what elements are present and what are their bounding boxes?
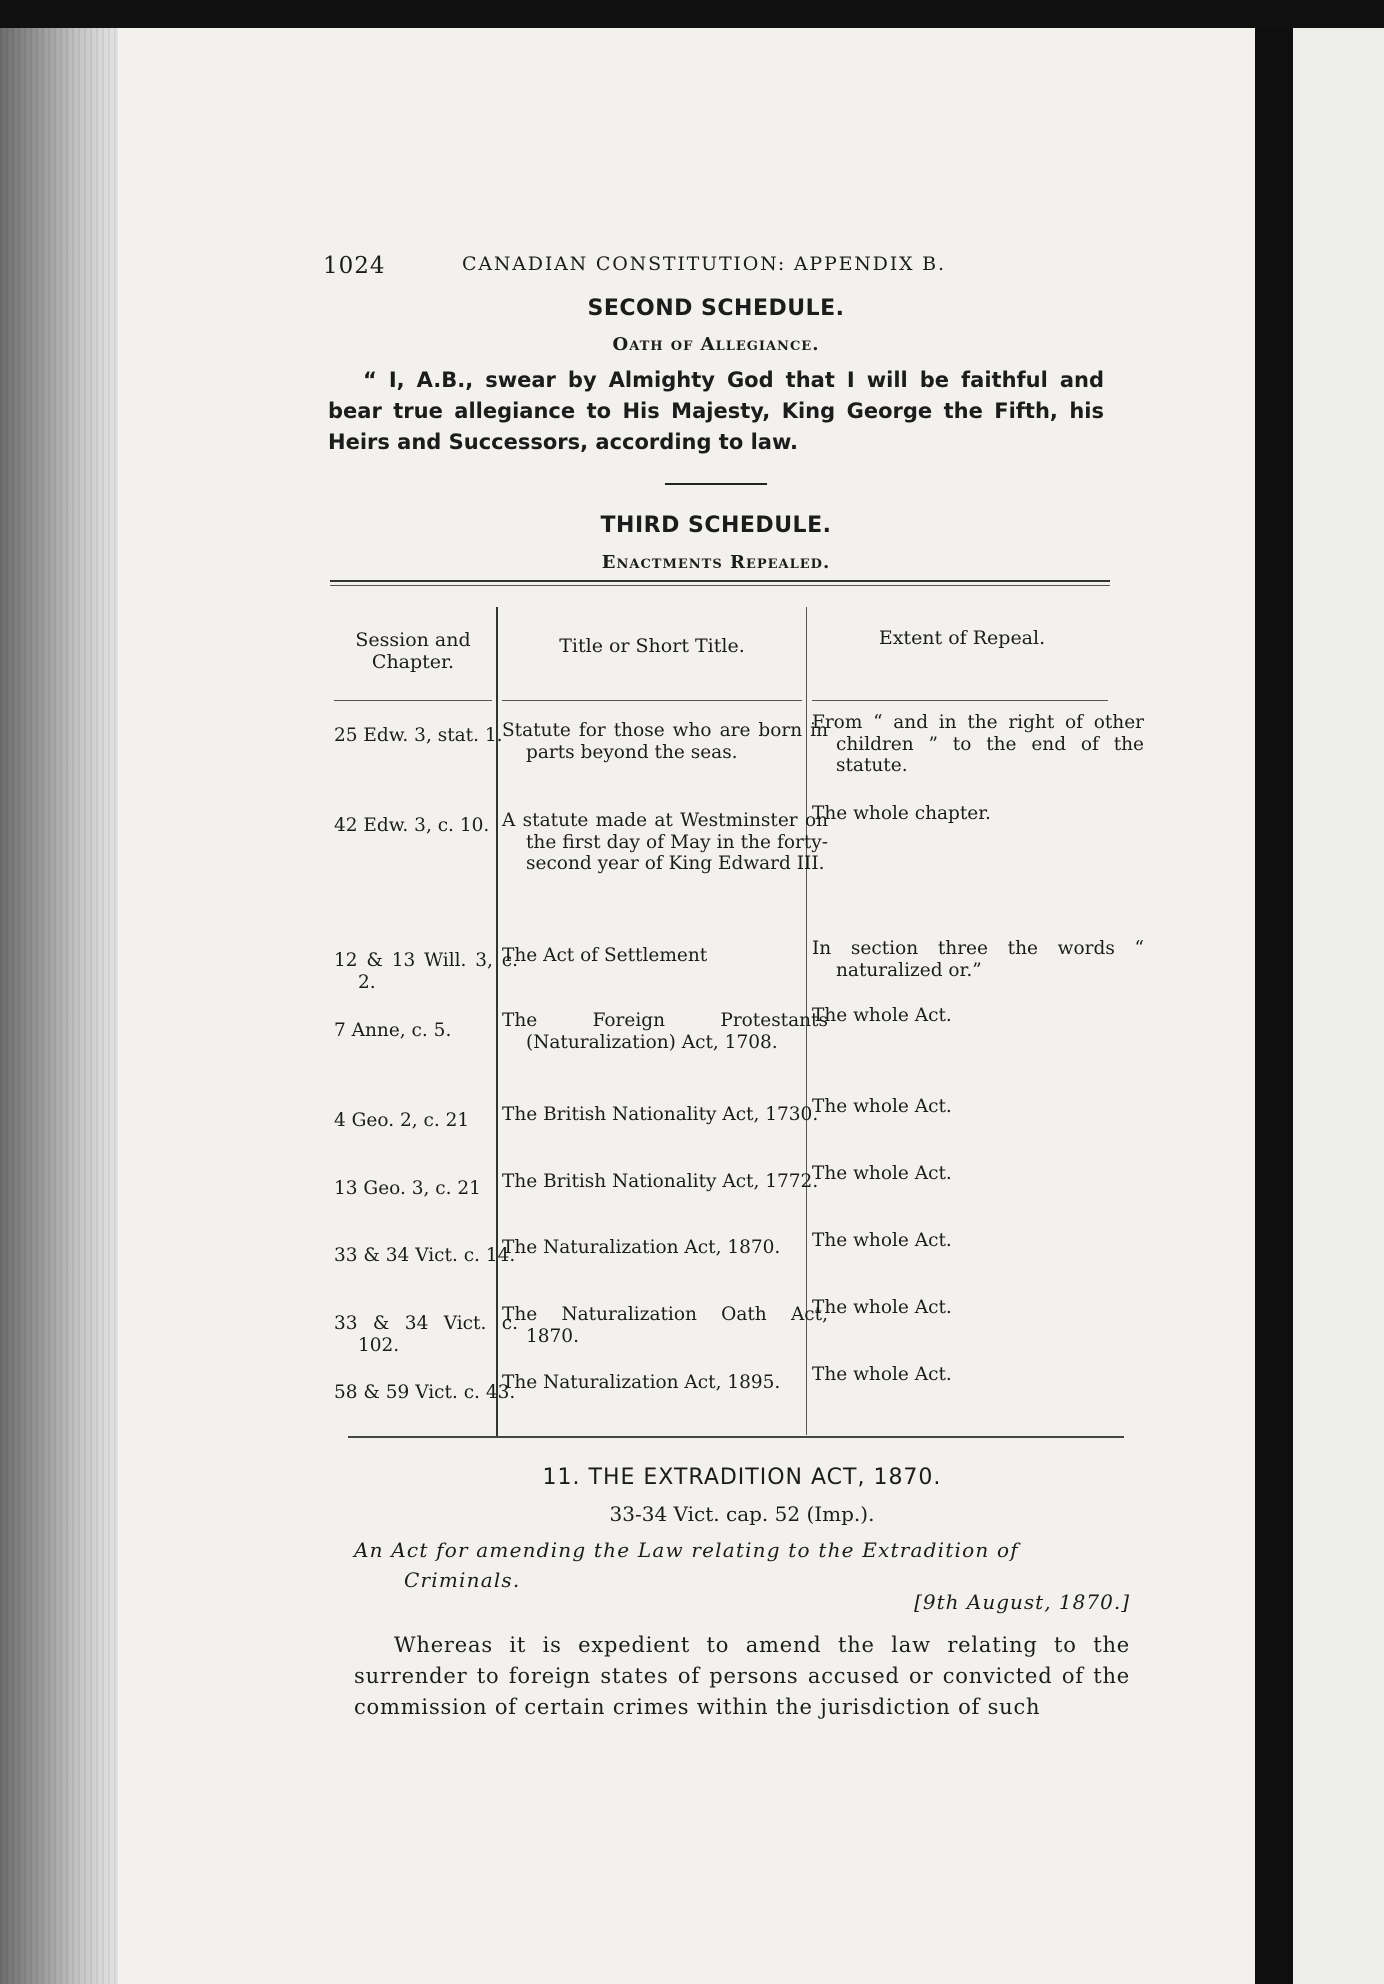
- table-cell-extent: The whole Act.: [812, 1005, 952, 1026]
- table-cell-session: 33 & 34 Vict. c. 102.: [334, 1313, 518, 1356]
- header-rule: [812, 700, 1108, 701]
- table-cell-title: The British Nationality Act, 1772.: [502, 1171, 819, 1192]
- table-cell-extent: The whole Act.: [812, 1364, 952, 1385]
- table-cell-title: The Naturalization Oath Act, 1870.: [502, 1304, 828, 1347]
- table-cell-session: 42 Edw. 3, c. 10.: [334, 815, 490, 836]
- table-cell-extent: From “ and in the right of other children ” to the end of the statute.: [812, 712, 1144, 776]
- table-cell-title: Statute for those who are born in parts beyond the seas.: [502, 720, 828, 763]
- table-top-rule: [330, 580, 1110, 582]
- table-cell-session: 58 & 59 Vict. c. 43.: [334, 1382, 516, 1403]
- table-cell-title: The Naturalization Act, 1895.: [502, 1372, 781, 1393]
- column-header-session: Session and Chapter.: [355, 629, 471, 673]
- second-schedule-title: SECOND SCHEDULE.: [587, 296, 845, 321]
- table-cell-extent: The whole Act.: [812, 1297, 952, 1318]
- table-cell-session: 25 Edw. 3, stat. 1.: [334, 725, 503, 746]
- table-cell-session: 33 & 34 Vict. c. 14.: [334, 1245, 516, 1266]
- column-header-title: Title or Short Title.: [559, 635, 745, 657]
- act-preamble: Whereas it is expedient to amend the law relating to the surrender to foreign states of persons accused or convicted of the commission of certain crimes within the jurisdiction of such: [354, 1633, 1130, 1719]
- act-long-title: [354, 1535, 1130, 1595]
- scan-top-border: [0, 0, 1384, 28]
- table-bottom-rule: [348, 1436, 1124, 1438]
- table-cell-title: The Naturalization Act, 1870.: [502, 1237, 781, 1258]
- extradition-act-citation: 33-34 Vict. cap. 52 (Imp.).: [609, 1502, 875, 1526]
- table-cell-title: The Act of Settlement: [502, 945, 708, 966]
- act-long-title-line: An Act for amending the Law relating to the Extradition of: [354, 1538, 1019, 1562]
- page-number: 1024: [323, 253, 386, 279]
- table-cell-session: 13 Geo. 3, c. 21: [334, 1178, 481, 1199]
- running-title: CANADIAN CONSTITUTION: APPENDIX B.: [462, 253, 946, 275]
- column-header-extent: Extent of Repeal.: [878, 627, 1046, 649]
- facing-page: [1293, 28, 1384, 1984]
- table-cell-extent: The whole Act.: [812, 1096, 952, 1117]
- table-cell-extent: The whole Act.: [812, 1163, 952, 1184]
- header-rule: [334, 700, 492, 701]
- act-long-title-line: Criminals.: [404, 1568, 521, 1592]
- oath-text: “ I, A.B., swear by Almighty God that I will be faithful and bear true allegiance to His Majesty, King George the Fifth, his Heirs and Successors, according to law.: [328, 368, 1104, 454]
- table-cell-session: 7 Anne, c. 5.: [334, 1020, 452, 1041]
- extradition-act-title: 11. THE EXTRADITION ACT, 1870.: [542, 1465, 942, 1490]
- table-cell-title: A statute made at Westminster on the first day of May in the forty-second year of King Edward III.: [502, 810, 828, 874]
- table-cell-session: 4 Geo. 2, c. 21: [334, 1110, 470, 1131]
- table-cell-extent: In section three the words “ naturalized or.”: [812, 938, 1144, 981]
- book-page-edges: [0, 28, 120, 1984]
- table-cell-session: 12 & 13 Will. 3, c. 2.: [334, 950, 518, 993]
- third-schedule-subtitle: Enactments Repealed.: [601, 552, 831, 573]
- table-top-rule-inner: [330, 585, 1110, 586]
- third-schedule-title: THIRD SCHEDULE.: [600, 513, 832, 538]
- header-rule: [502, 700, 802, 701]
- table-cell-title: The British Nationality Act, 1730.: [502, 1104, 819, 1125]
- table-cell-extent: The whole Act.: [812, 1230, 952, 1251]
- table-cell-extent: The whole chapter.: [812, 803, 991, 824]
- table-cell-title: The Foreign Protestants (Naturalization) Act, 1708.: [502, 1010, 828, 1053]
- second-schedule-subtitle: Oath of Allegiance.: [612, 334, 820, 355]
- section-divider: [665, 483, 767, 485]
- book-gutter: [1255, 28, 1293, 1984]
- act-date: [9th August, 1870.]: [914, 1590, 1130, 1614]
